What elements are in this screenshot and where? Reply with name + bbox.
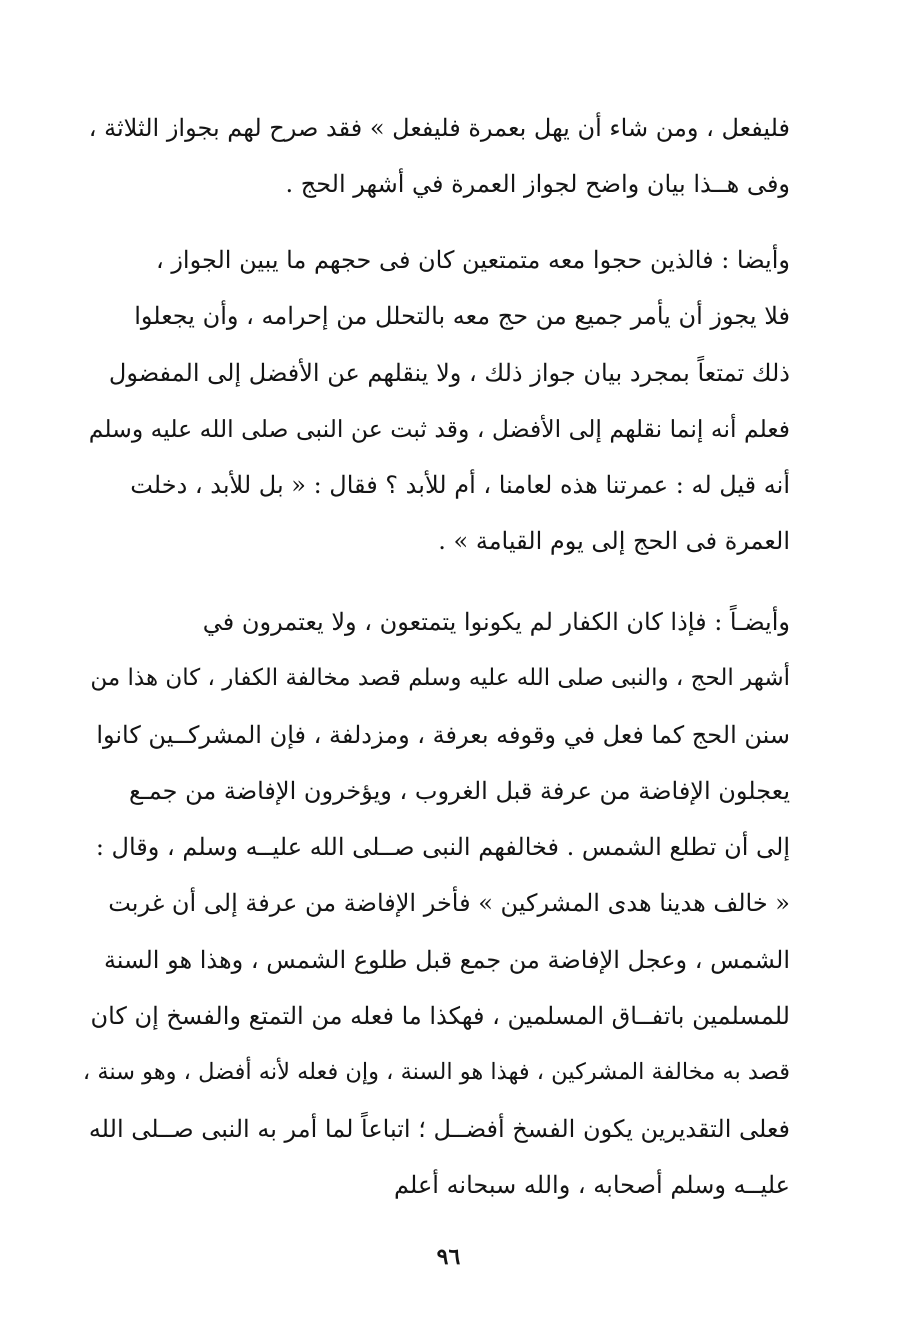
paragraph-3 <box>78 594 790 1213</box>
paragraph-2 <box>78 232 790 570</box>
text-line: فعلى التقديرين يكون الفسخ أفضــل ؛ اتباعاً لما أمر به النبى صــلى الله <box>88 1114 790 1143</box>
page-number: ٩٦ <box>436 1244 461 1270</box>
text-line: الشمس ، وعجل الإفاضة من جمع قبل طلوع الشمس ، وهذا هو السنة <box>103 945 790 974</box>
text-line: ذلك تمتعاً بمجرد بيان جواز ذلك ، ولا ينقلهم عن الأفضل إلى المفضول <box>108 358 790 387</box>
text-line: « خالف هدينا هدى المشركين » فأخر الإفاضة من عرفة إلى أن غربت <box>108 889 790 918</box>
text-line: للمسلمين باتفــاق المسلمين ، فهكذا ما فعله من التمتع والفسخ إن كان <box>90 1002 790 1031</box>
text-line: سنن الحج كما فعل في وقوفه بعرفة ، ومزدلفة ، فإن المشركــين كانوا <box>96 720 790 749</box>
text-line: قصد به مخالفة المشركين ، فهذا هو السنة ، وإن فعله لأنه أفضل ، وهو سنة ، <box>82 1059 790 1086</box>
text-line: أشهر الحج ، والنبى صلى الله عليه وسلم قصد مخالفة الكفار ، كان هذا من <box>90 665 790 692</box>
text-line: أنه قيل له : عمرتنا هذه لعامنا ، أم للأبد ؟ فقال : « بل للأبد ، دخلت <box>130 471 790 500</box>
text-line: فليفعل ، ومن شاء أن يهل بعمرة فليفعل » فقد صرح لهم بجواز الثلاثة ، <box>88 114 790 142</box>
text-line: وفى هــذا بيان واضح لجواز العمرة في أشهر الحج . <box>285 170 790 199</box>
text-line: إلى أن تطلع الشمس . فخالفهم النبى صــلى الله عليــه وسلم ، وقال : <box>95 833 790 862</box>
text-line: يعجلون الإفاضة من عرفة قبل الغروب ، ويؤخرون الإفاضة من جمـع <box>128 776 790 805</box>
text-line: وأيضا : فالذين حجوا معه متمتعين كان فى حجهم ما يبين الجواز ، <box>155 246 790 274</box>
text-line: العمرة فى الحج إلى يوم القيامة » . <box>438 527 790 556</box>
paragraph-1 <box>78 100 790 213</box>
text-line: فلا يجوز أن يأمر جميع من حج معه بالتحلل من إحرامه ، وأن يجعلوا <box>134 302 790 331</box>
text-line: فعلم أنه إنما نقلهم إلى الأفضل ، وقد ثبت عن النبى صلى الله عليه وسلم <box>88 414 790 443</box>
text-line: عليــه وسلم أصحابه ، والله سبحانه أعلم <box>394 1170 790 1199</box>
text-line: وأيضـاً : فإذا كان الكفار لم يكونوا يتمتعون ، ولا يعتمرون في <box>202 608 790 636</box>
